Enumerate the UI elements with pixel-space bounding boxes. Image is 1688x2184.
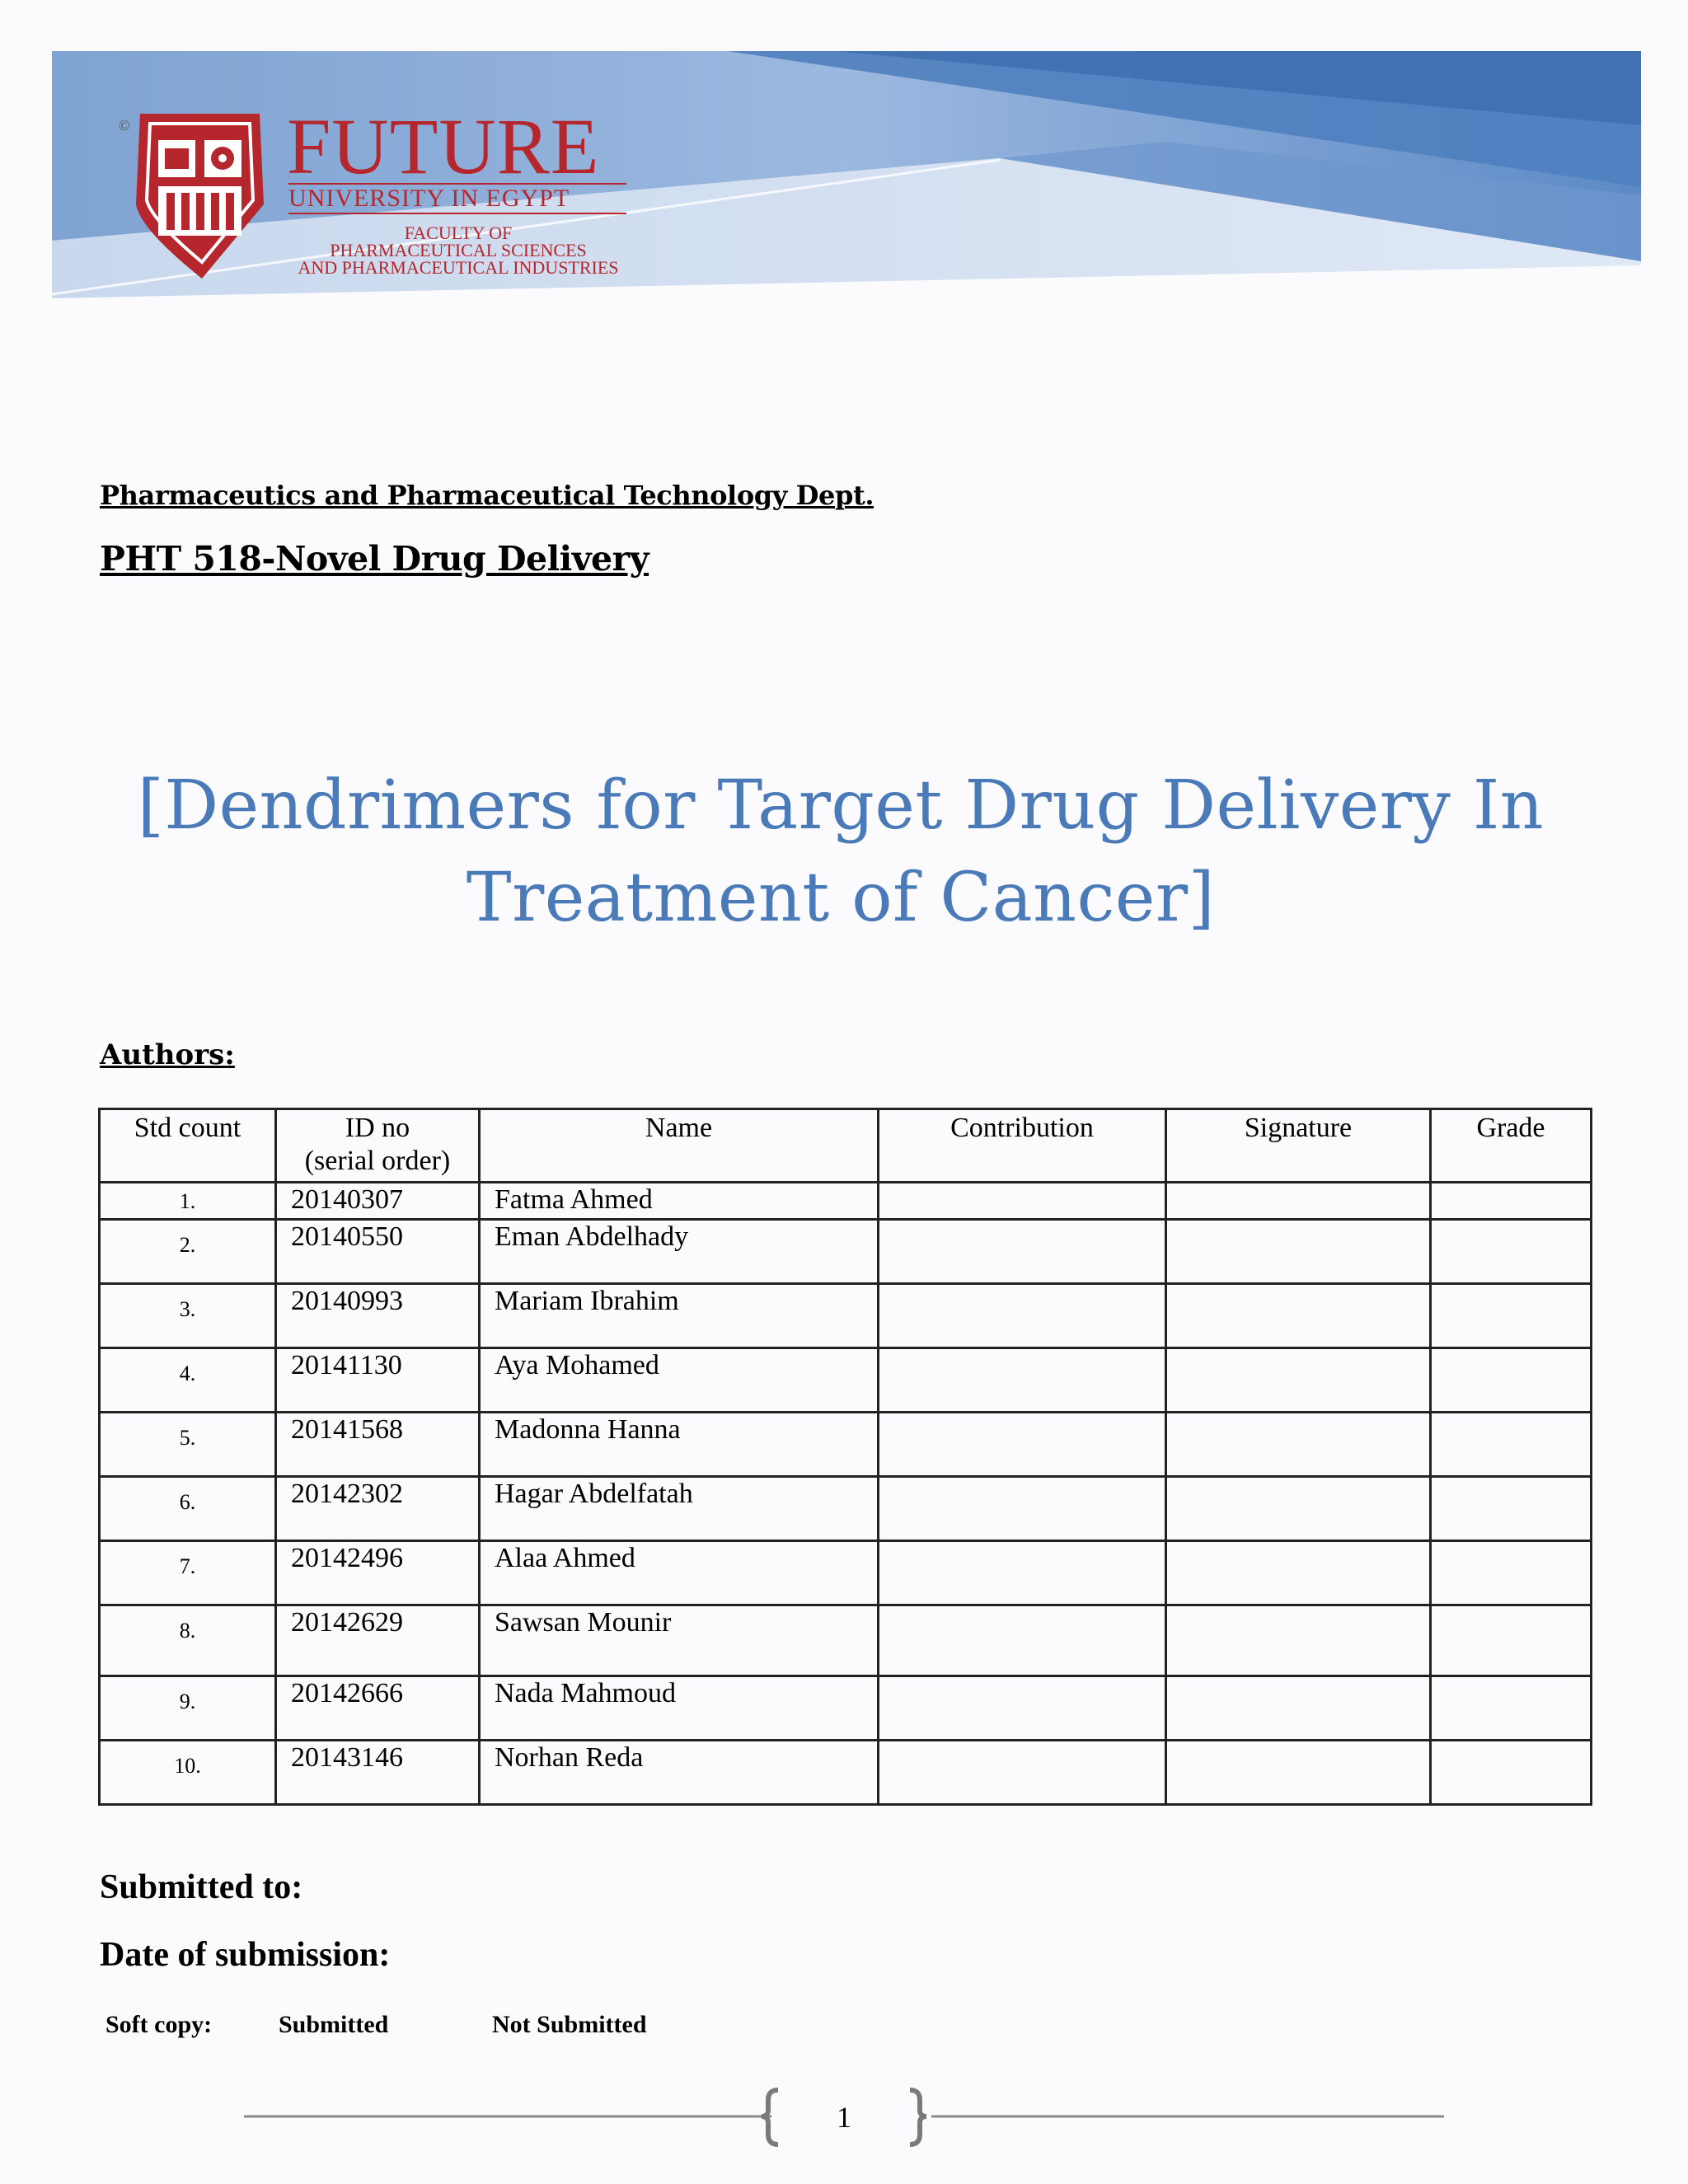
cell-id: 20141130 — [276, 1348, 480, 1413]
cell-signature — [1166, 1348, 1431, 1413]
table-row — [100, 1741, 1592, 1805]
faculty-line-1: FACULTY OF — [404, 223, 513, 243]
cell-name: Sawsan Mounir — [480, 1605, 879, 1676]
cell-signature — [1166, 1676, 1431, 1741]
cell-grade — [1431, 1741, 1592, 1805]
header-grade: Grade — [1431, 1109, 1592, 1183]
title-line-1: [Dendrimers for Target Drug Delivery In — [137, 766, 1545, 845]
cell-name: Eman Abdelhady — [480, 1220, 879, 1284]
cell-id: 20142302 — [276, 1477, 480, 1541]
cell-name: Norhan Reda — [480, 1741, 879, 1805]
cell-count: 10. — [100, 1741, 276, 1805]
cell-contribution — [879, 1477, 1166, 1541]
cell-name: Alaa Ahmed — [480, 1541, 879, 1605]
cell-count: 7. — [100, 1541, 276, 1605]
authors-table — [98, 1108, 1592, 1806]
cell-signature — [1166, 1477, 1431, 1541]
cell-id: 20140550 — [276, 1220, 480, 1284]
cell-contribution — [879, 1220, 1166, 1284]
table-row — [100, 1541, 1592, 1605]
logo-wordmark: FUTURE — [287, 102, 600, 190]
cell-grade — [1431, 1183, 1592, 1220]
submitted-to-label: Submitted to: — [100, 1868, 303, 1906]
cell-count: 1. — [100, 1183, 276, 1220]
cell-id: 20142666 — [276, 1676, 480, 1741]
faculty-line-2: PHARMACEUTICAL SCIENCES — [330, 240, 587, 260]
cell-grade — [1431, 1605, 1592, 1676]
cell-id: 20141568 — [276, 1413, 480, 1477]
cell-contribution — [879, 1284, 1166, 1348]
header-signature: Signature — [1166, 1109, 1431, 1183]
soft-copy-submitted-option: Submitted — [279, 2011, 389, 2038]
table-row — [100, 1477, 1592, 1541]
header-id-line-2: (serial order) — [304, 1146, 451, 1176]
cell-count: 6. — [100, 1477, 276, 1541]
cell-grade — [1431, 1413, 1592, 1477]
cell-name: Nada Mahmoud — [480, 1676, 879, 1741]
cell-signature — [1166, 1220, 1431, 1284]
table-row — [100, 1605, 1592, 1676]
cell-id: 20143146 — [276, 1741, 480, 1805]
cell-contribution — [879, 1605, 1166, 1676]
cell-grade — [1431, 1477, 1592, 1541]
faculty-line-3: AND PHARMACEUTICAL INDUSTRIES — [298, 257, 619, 278]
cell-signature — [1166, 1183, 1431, 1220]
soft-copy-not-submitted-option: Not Submitted — [492, 2011, 647, 2038]
cell-count: 2. — [100, 1220, 276, 1284]
cell-grade — [1431, 1284, 1592, 1348]
table-header-row — [100, 1109, 1592, 1183]
logo-subtitle: UNIVERSITY IN EGYPT — [288, 183, 626, 214]
header-id-no — [276, 1109, 480, 1183]
table-row — [100, 1284, 1592, 1348]
cell-id: 20140993 — [276, 1284, 480, 1348]
cell-contribution — [879, 1413, 1166, 1477]
cell-grade — [1431, 1676, 1592, 1741]
cell-name: Madonna Hanna — [480, 1413, 879, 1477]
cell-count: 3. — [100, 1284, 276, 1348]
table-row — [100, 1348, 1592, 1413]
cell-count: 5. — [100, 1413, 276, 1477]
cell-id: 20140307 — [276, 1183, 480, 1220]
cell-contribution — [879, 1541, 1166, 1605]
cell-contribution — [879, 1183, 1166, 1220]
header-contribution: Contribution — [879, 1109, 1166, 1183]
header-std-count: Std count — [100, 1109, 276, 1183]
cell-grade — [1431, 1220, 1592, 1284]
document-title — [99, 760, 1582, 944]
authors-label: Authors: — [100, 1038, 235, 1071]
date-of-submission-label: Date of submission: — [100, 1936, 391, 1974]
cell-contribution — [879, 1676, 1166, 1741]
cell-signature — [1166, 1605, 1431, 1676]
page-number: 1 — [837, 2101, 851, 2134]
copyright-mark: © — [119, 117, 130, 134]
cell-signature — [1166, 1741, 1431, 1805]
cell-count: 8. — [100, 1605, 276, 1676]
cell-contribution — [879, 1348, 1166, 1413]
cell-name: Fatma Ahmed — [480, 1183, 879, 1220]
cell-id: 20142629 — [276, 1605, 480, 1676]
cell-name: Hagar Abdelfatah — [480, 1477, 879, 1541]
table-row — [100, 1676, 1592, 1741]
table-row — [100, 1183, 1592, 1220]
cell-id: 20142496 — [276, 1541, 480, 1605]
cell-signature — [1166, 1541, 1431, 1605]
cell-signature — [1166, 1413, 1431, 1477]
cell-contribution — [879, 1741, 1166, 1805]
cell-grade — [1431, 1348, 1592, 1413]
header-id-line-1: ID no — [345, 1113, 410, 1143]
department-heading: Pharmaceutics and Pharmaceutical Technology Dept. — [100, 480, 874, 511]
cell-count: 9. — [100, 1676, 276, 1741]
table-row — [100, 1220, 1592, 1284]
table-row — [100, 1413, 1592, 1477]
faculty-text — [285, 224, 631, 276]
cell-grade — [1431, 1541, 1592, 1605]
cell-count: 4. — [100, 1348, 276, 1413]
cell-name: Aya Mohamed — [480, 1348, 879, 1413]
title-line-2: Treatment of Cancer] — [466, 859, 1216, 937]
header-name: Name — [480, 1109, 879, 1183]
cell-name: Mariam Ibrahim — [480, 1284, 879, 1348]
soft-copy-label: Soft copy: — [106, 2011, 213, 2038]
cell-signature — [1166, 1284, 1431, 1348]
course-heading: PHT 518-Novel Drug Delivery — [100, 539, 649, 579]
